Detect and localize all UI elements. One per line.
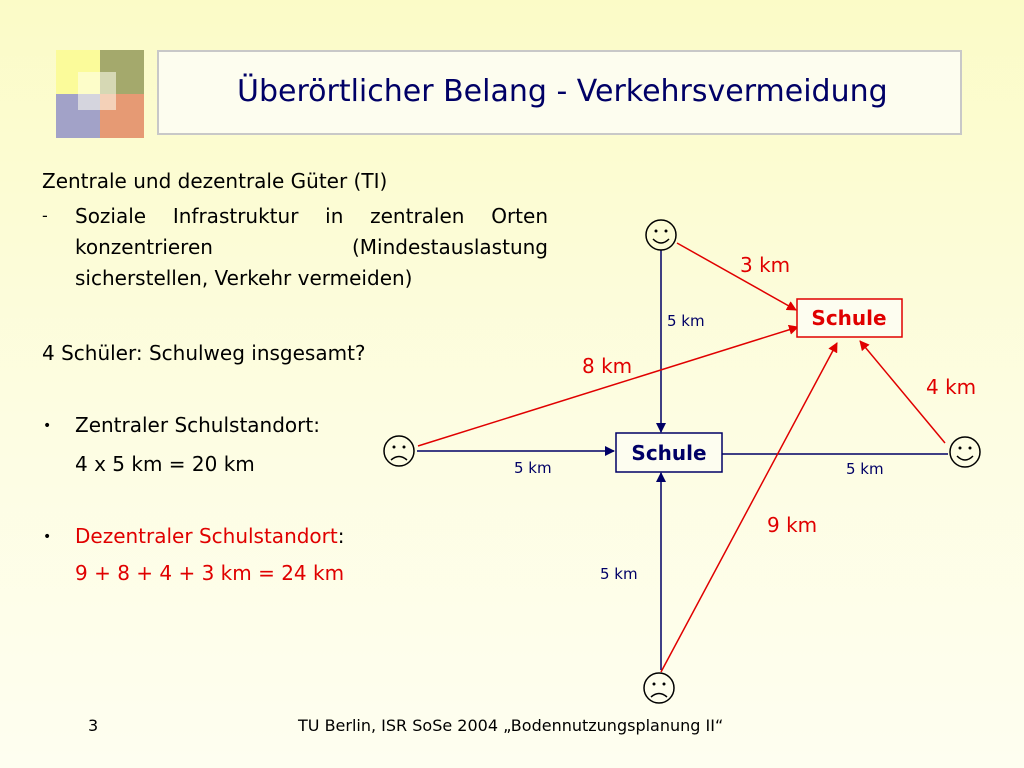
route-south-decentral: [661, 343, 837, 672]
smiling-face-icon: [646, 220, 676, 250]
content-heading: Zentrale und dezentrale Güter (TI): [42, 169, 388, 193]
distance-east-decentral: 4 km: [926, 375, 977, 399]
frowning-face-icon: [644, 673, 674, 703]
distance-north-central: 5 km: [667, 312, 705, 330]
dash-item: Soziale Infrastruktur in zentralen Orten konzentrieren (Mindestauslastung sicherstellen, Verkehr vermeiden): [75, 204, 548, 290]
central-school-label: Schule: [631, 441, 707, 465]
question: 4 Schüler: Schulweg insgesamt?: [42, 341, 366, 365]
bullet1-calc: 4 x 5 km = 20 km: [75, 452, 255, 476]
decentral-school-label: Schule: [811, 306, 887, 330]
distance-south-central: 5 km: [600, 565, 638, 583]
bullet-dot: •: [43, 529, 52, 545]
distance-east-central: 5 km: [846, 460, 884, 478]
distance-north-decentral: 3 km: [740, 253, 791, 277]
bullet2-colon: :: [337, 524, 345, 548]
bullet2-label: Dezentraler Schulstandort: [75, 524, 338, 548]
page-number: 3: [88, 716, 99, 735]
bullet2-calc: 9 + 8 + 4 + 3 km = 24 km: [75, 561, 345, 585]
footer-text: TU Berlin, ISR SoSe 2004 „Bodennutzungsplanung II“: [298, 716, 724, 735]
bullet1-label: Zentraler Schulstandort:: [75, 413, 320, 437]
bullet-dot: •: [43, 418, 52, 434]
distance-south-decentral: 9 km: [767, 513, 818, 537]
frowning-face-icon: [384, 436, 414, 466]
slide-title: Überörtlicher Belang - Verkehrsvermeidung: [237, 74, 888, 109]
distance-west-central: 5 km: [514, 459, 552, 477]
smiling-face-icon: [950, 437, 980, 467]
dash-marker: -: [42, 206, 48, 225]
distance-west-decentral: 8 km: [582, 354, 633, 378]
route-west-decentral: [418, 327, 798, 446]
